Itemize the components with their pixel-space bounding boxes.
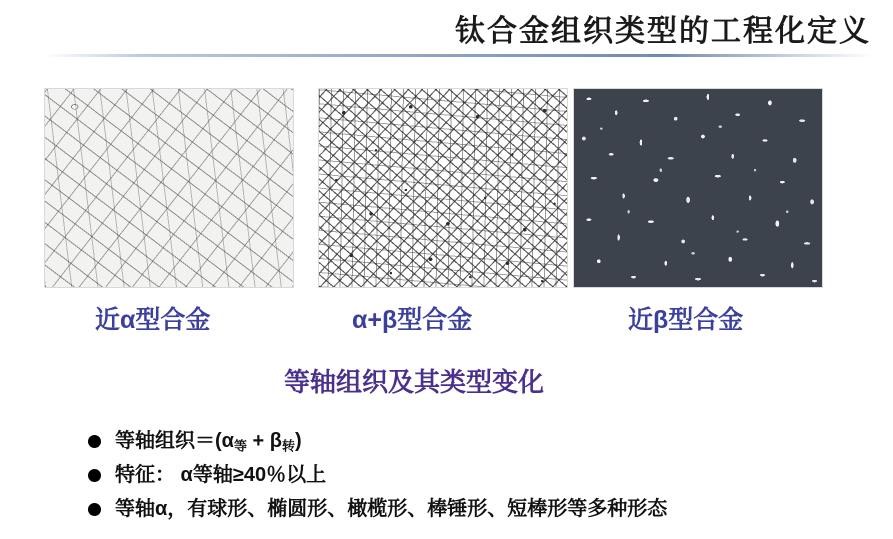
caption-alpha-beta-alloy: α+β型合金 — [352, 306, 473, 334]
list-item — [88, 428, 878, 456]
bullet-text-equiaxed-definition: 等轴组织$=(\alpha_等 + \beta_转)$ — [115, 430, 302, 454]
page-title: 钛合金组织类型的工程化定义 — [455, 15, 871, 48]
near-beta-alloy-micrograph — [573, 88, 823, 288]
micrograph-row — [0, 88, 893, 288]
section-subtitle: 等轴组织及其类型变化 — [284, 367, 545, 397]
bullet-dot-icon — [88, 435, 101, 448]
near-alpha-alloy-micrograph — [44, 88, 294, 288]
micrograph-texture-alpha-beta — [319, 89, 567, 287]
micrograph-texture-near-beta — [574, 89, 822, 287]
list-item — [88, 496, 878, 524]
bullet-dot-icon — [88, 469, 101, 482]
caption-near-beta-alloy: 近β型合金 — [628, 306, 744, 334]
caption-near-alpha-alloy: 近α型合金 — [95, 306, 211, 334]
alpha-beta-alloy-micrograph — [318, 88, 568, 288]
micrograph-texture-near-alpha — [45, 89, 293, 287]
bullet-text-characteristics: 特征： α等轴≥40％以上 — [115, 464, 327, 486]
slide-title-bar — [0, 0, 893, 56]
bullet-list — [88, 428, 878, 530]
bullet-dot-icon — [88, 503, 101, 516]
bullet-text-morphologies: 等轴α，有球形、椭圆形、橄榄形、棒锤形、短棒形等多种形态 — [115, 498, 668, 520]
list-item — [88, 462, 878, 490]
title-divider — [44, 54, 872, 57]
